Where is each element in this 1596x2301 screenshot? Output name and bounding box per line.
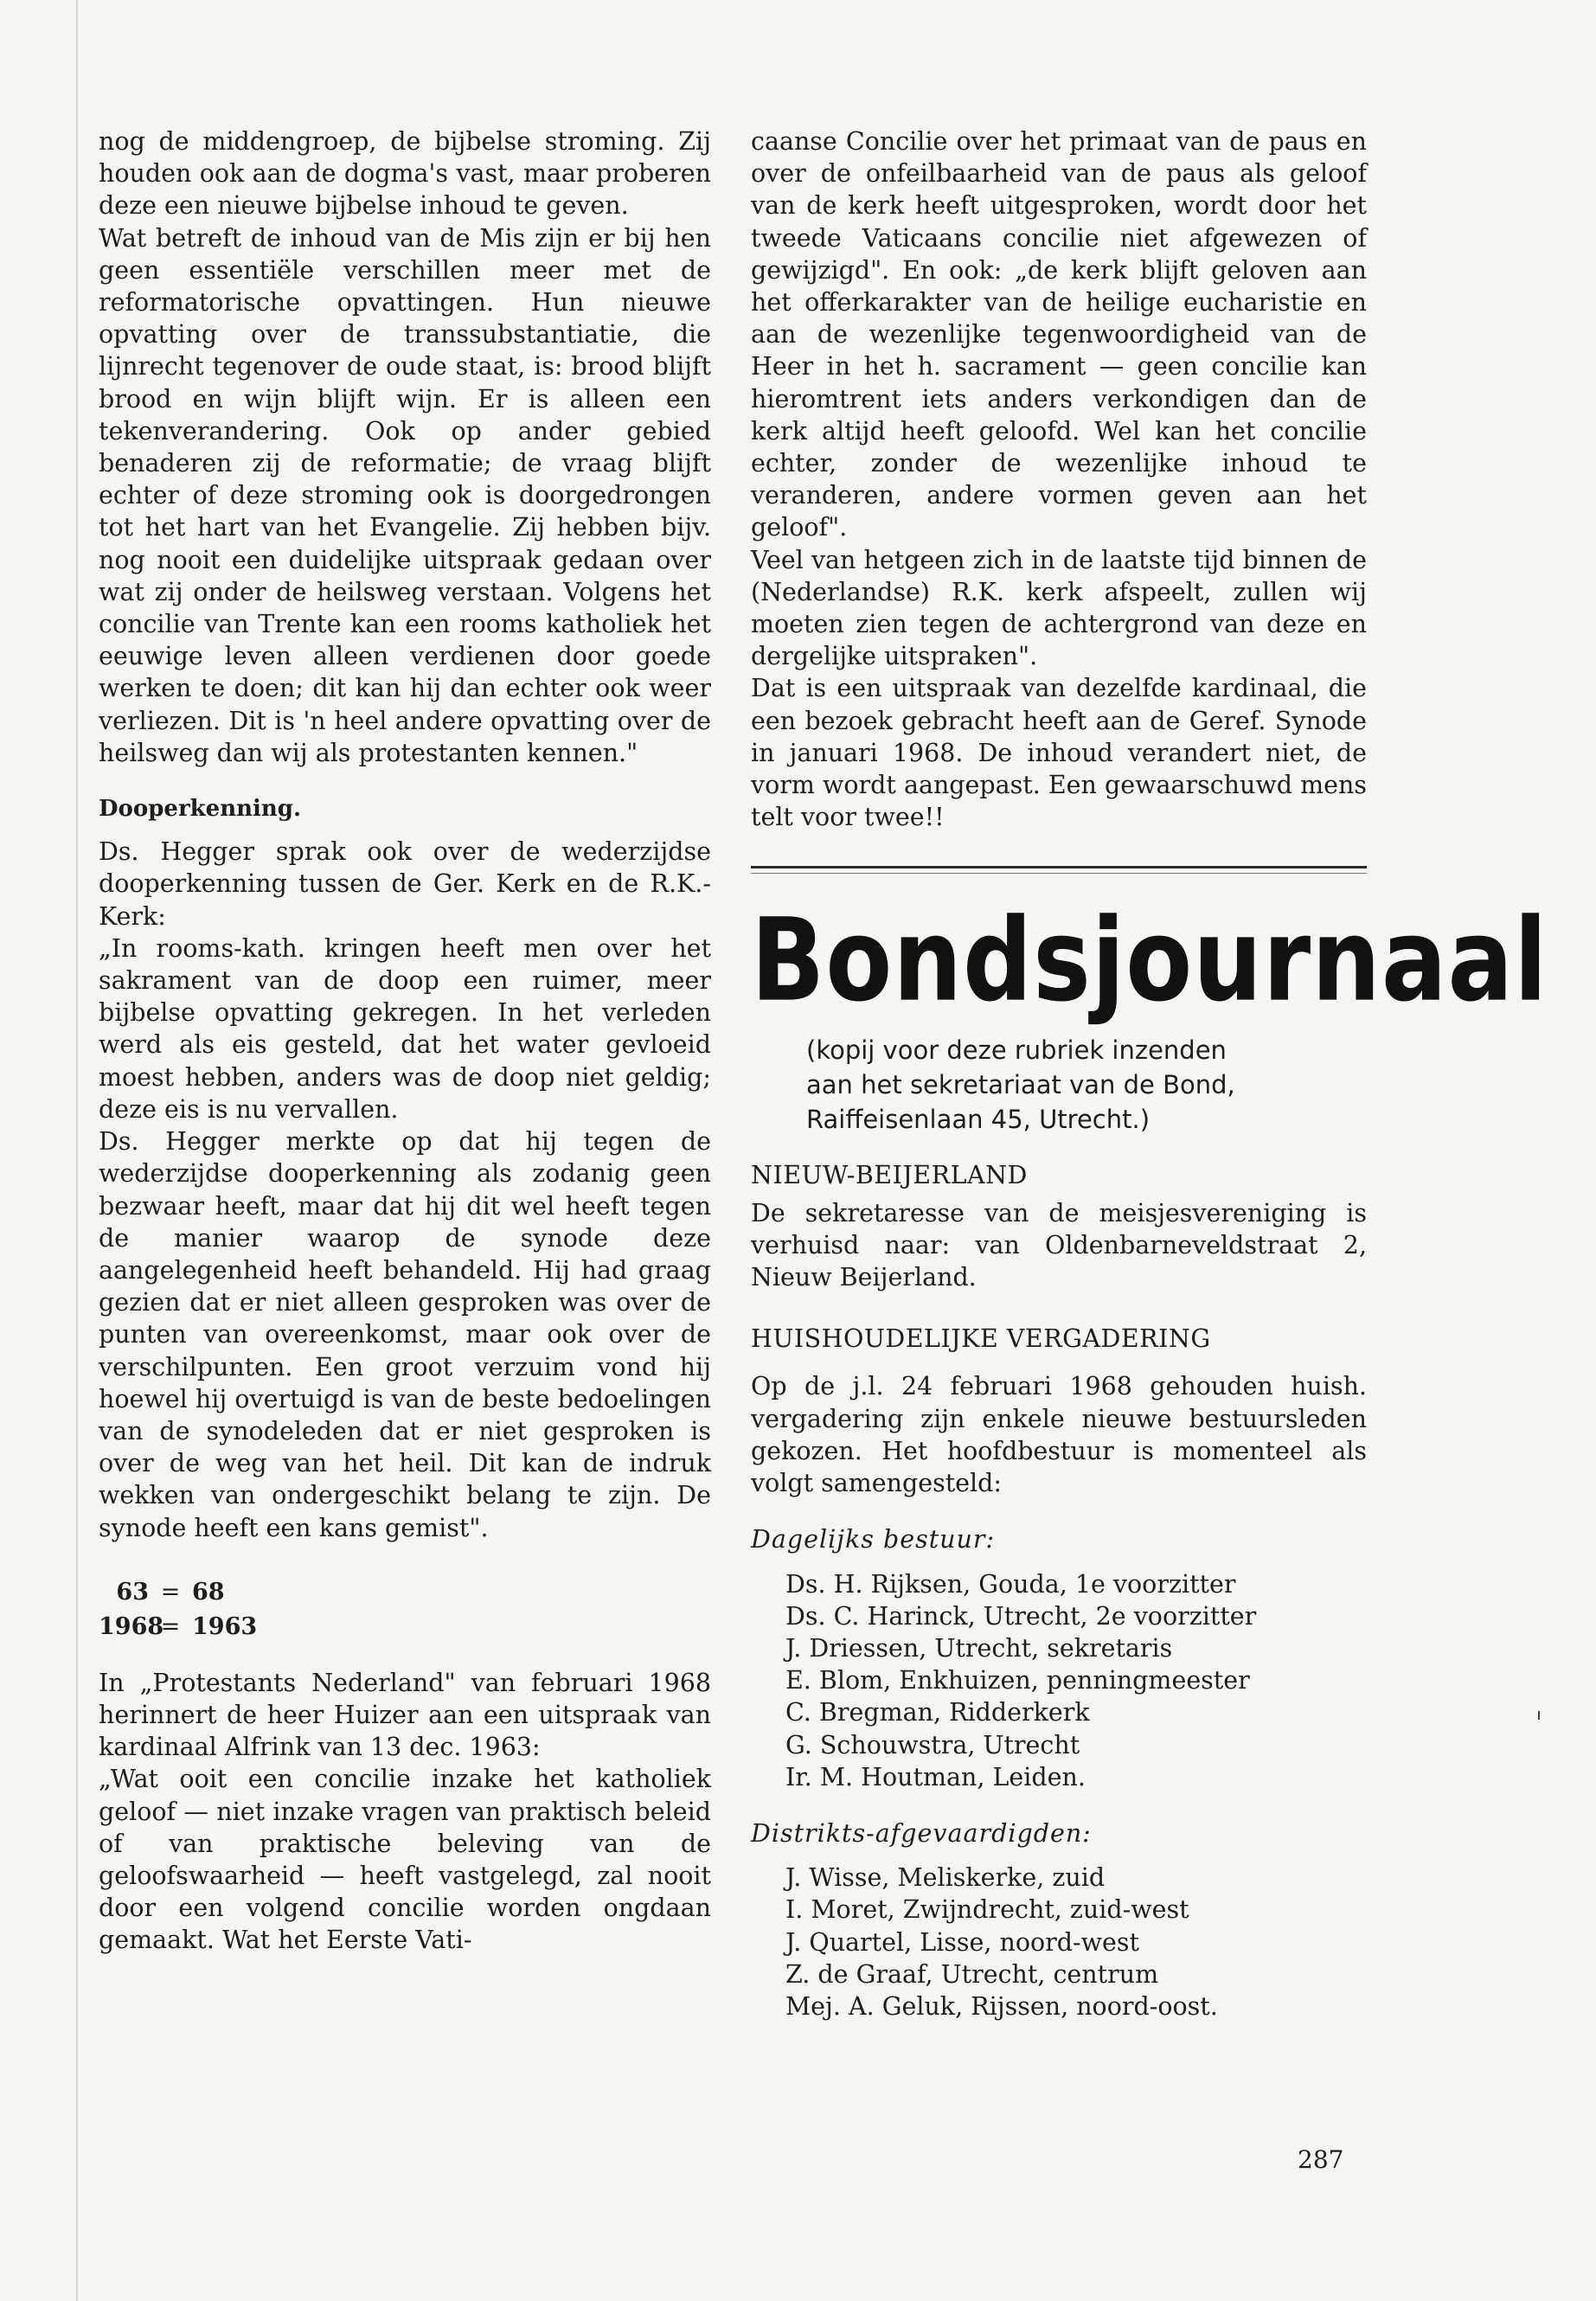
left-paragraph-4: „In rooms-kath. kringen heeft men over het sakrament van de doop een ruimer, meer bijbelse opvatting gekregen. In het verleden werd als eis gesteld, dat het water gevloeid moest hebben, anders was de doop niet geldig; deze eis is nu vervallen. bbox=[99, 933, 711, 1124]
page-number: 287 bbox=[1298, 2145, 1344, 2174]
list-item: J. Quartel, Lisse, noord-west bbox=[785, 1927, 1140, 1957]
copy-note-line-2: aan het sekretariaat van de Bond, bbox=[806, 1070, 1235, 1100]
subtitle-dagelijks-bestuur: Dagelijks bestuur: bbox=[751, 1525, 996, 1554]
eq1-op: = bbox=[160, 1578, 181, 1606]
eq2-left: 1968 bbox=[99, 1612, 164, 1640]
list-item: Ds. C. Harinck, Utrecht, 2e voorzitter bbox=[785, 1601, 1257, 1631]
list-item: E. Blom, Enkhuizen, penningmeester bbox=[785, 1666, 1250, 1695]
list-item: Ds. H. Rijksen, Gouda, 1e voorzitter bbox=[785, 1569, 1236, 1599]
delegates-list bbox=[785, 1862, 1367, 2022]
left-paragraph-3: Ds. Hegger sprak ook over de wederzijdse dooperkenning tussen de Ger. Kerk en de R.K.-Kerk: bbox=[99, 837, 711, 931]
copy-note bbox=[806, 1033, 1367, 1137]
section-text-huishoudelijke-vergadering: Op de j.l. 24 februari 1968 gehouden huish. vergadering zijn enkele nieuwe bestuursleden gekozen. Het hoofdbestuur is momenteel als volgt samengesteld: bbox=[751, 1372, 1367, 1498]
section-divider bbox=[751, 866, 1367, 874]
left-paragraph-7: „Wat ooit een concilie inzake het katholiek geloof — niet inzake vragen van praktisch beleid of van praktische beleving van de geloofswaarheid — heeft vastgelegd, zal nooit door een volgend concilie worden ongdaan gemaakt. Wat het Eerste Vati- bbox=[99, 1765, 711, 1955]
list-item: J. Wisse, Meliskerke, zuid bbox=[785, 1863, 1106, 1893]
right-column bbox=[751, 125, 1548, 2022]
list-item: C. Bregman, Ridderkerk bbox=[785, 1698, 1090, 1727]
eq1-left: 63 bbox=[116, 1578, 149, 1606]
eq2-right: 1963 bbox=[192, 1612, 258, 1640]
list-item: I. Moret, Zwijndrecht, zuid-west bbox=[785, 1895, 1189, 1925]
left-column bbox=[99, 125, 711, 1957]
heading-dooperkenning: Dooperkenning. bbox=[99, 796, 302, 823]
right-paragraph-2: Veel van hetgeen zich in de laatste tijd binnen de (Nederlandse) R.K. kerk afspeelt, zullen wij moeten zien tegen de achtergrond van deze en dergelijke uitspraken". bbox=[751, 545, 1367, 671]
left-paragraph-6: In „Protestants Nederland" van februari 1968 herinnert de heer Huizer aan een uitspraak van kardinaal Alfrink van 13 dec. 1963: bbox=[99, 1668, 711, 1762]
subtitle-distrikts-afgevaardigden: Distrikts-afgevaardigden: bbox=[751, 1818, 1092, 1848]
list-item: Ir. M. Houtman, Leiden. bbox=[785, 1762, 1086, 1791]
eq1-right: 68 bbox=[192, 1578, 225, 1606]
section-text-nieuw-beijerland: De sekretaresse van de meisjesvereniging is verhuisd naar: van Oldenbarneveldstraat 2, Nieuw Beijerland. bbox=[751, 1198, 1367, 1292]
copy-note-line-1: (kopij voor deze rubriek inzenden bbox=[806, 1035, 1227, 1066]
board-list bbox=[785, 1568, 1367, 1793]
list-item: J. Driessen, Utrecht, sekretaris bbox=[785, 1633, 1173, 1663]
left-paragraph-1: nog de middengroep, de bijbelse stroming. Zij houden ook aan de dogma's vast, maar proberen deze een nieuwe bijbelse inhoud te geven. bbox=[99, 127, 711, 221]
section-title-huishoudelijke-vergadering: HUISHOUDELIJKE VERGADERING bbox=[751, 1324, 1211, 1354]
scan-artifact-mark bbox=[1538, 1711, 1540, 1720]
right-paragraph-3: Dat is een uitspraak van dezelfde kardinaal, die een bezoek gebracht heeft aan de Geref. Synode in januari 1968. De inhoud verandert niet, de vorm wordt aangepast. Een gewaarschuwd mens telt voor twee!! bbox=[751, 674, 1367, 832]
right-paragraph-1: caanse Concilie over het primaat van de paus en over de onfeilbaarheid van de paus als geloof van de kerk heeft uitgesproken, wordt door het tweede Vaticaans concilie niet afgewezen of gewijzigd". En ook: „de kerk blijft geloven aan het offerkarakter van de heilige eucharistie en aan de wezenlijke tegenwoordigheid van de Heer in het h. sacrament — geen concilie kan hieromtrent iets anders verkondigen dan de kerk altijd heeft geloofd. Wel kan het concilie echter, zonder de wezenlijke inhoud te veranderen, andere vormen geven aan het geloof". bbox=[751, 127, 1367, 542]
bondsjournaal-masthead: Bondsjournaal bbox=[751, 894, 1548, 1028]
equation-line-2 bbox=[99, 1610, 711, 1644]
scan-page-edge bbox=[76, 0, 78, 2301]
list-item: Mej. A. Geluk, Rijssen, noord-oost. bbox=[785, 1991, 1218, 2021]
equation-line-1 bbox=[99, 1575, 711, 1610]
eq2-op: = bbox=[160, 1612, 181, 1640]
left-paragraph-5: Ds. Hegger merkte op dat hij tegen de wederzijdse dooperkenning als zodanig geen bezwaar heeft, maar dat hij dit wel heeft tegen de manier waarop de synode deze aangelegenheid heeft behandeld. Hij had graag gezien dat er niet alleen gesproken was over de punten van overeenkomst, maar ook over de verschilpunten. Een groot verzuim vond hij hoewel hij overtuigd is van de beste bedoelingen van de synodeleden dat er niet gesproken is over de weg van het heil. Dit kan de indruk wekken van ondergeschikt belang te zijn. De synode heeft een kans gemist". bbox=[99, 1127, 711, 1542]
section-title-nieuw-beijerland: NIEUW-BEIJERLAND bbox=[751, 1161, 1028, 1190]
left-paragraph-2: Wat betreft de inhoud van de Mis zijn er bij hen geen essentiële verschillen meer met de reformatorische opvattingen. Hun nieuwe opvatting over de transsubstantiatie, die lijnrecht tegenover de oude staat, is: brood blijft brood en wijn blijft wijn. Er is alleen een tekenverandering. Ook op ander gebied benaderen zij de reformatie; de vraag blijft echter of deze stroming ook is doorgedrongen tot het hart van het Evangelie. Zij hebben bijv. nog nooit een duidelijke uitspraak gedaan over wat zij onder de heilsweg verstaan. Volgens het concilie van Trente kan een rooms katholiek het eeuwige leven alleen verdienen door goede werken te doen; dit kan hij dan echter ook weer verliezen. Dit is 'n heel andere opvatting over de heilsweg dan wij als protestanten kennen." bbox=[99, 223, 711, 767]
list-item: Z. de Graaf, Utrecht, centrum bbox=[785, 1959, 1159, 1989]
list-item: G. Schouwstra, Utrecht bbox=[785, 1730, 1080, 1759]
copy-note-line-3: Raiffeisenlaan 45, Utrecht.) bbox=[806, 1105, 1151, 1135]
equation-heading bbox=[99, 1575, 711, 1644]
